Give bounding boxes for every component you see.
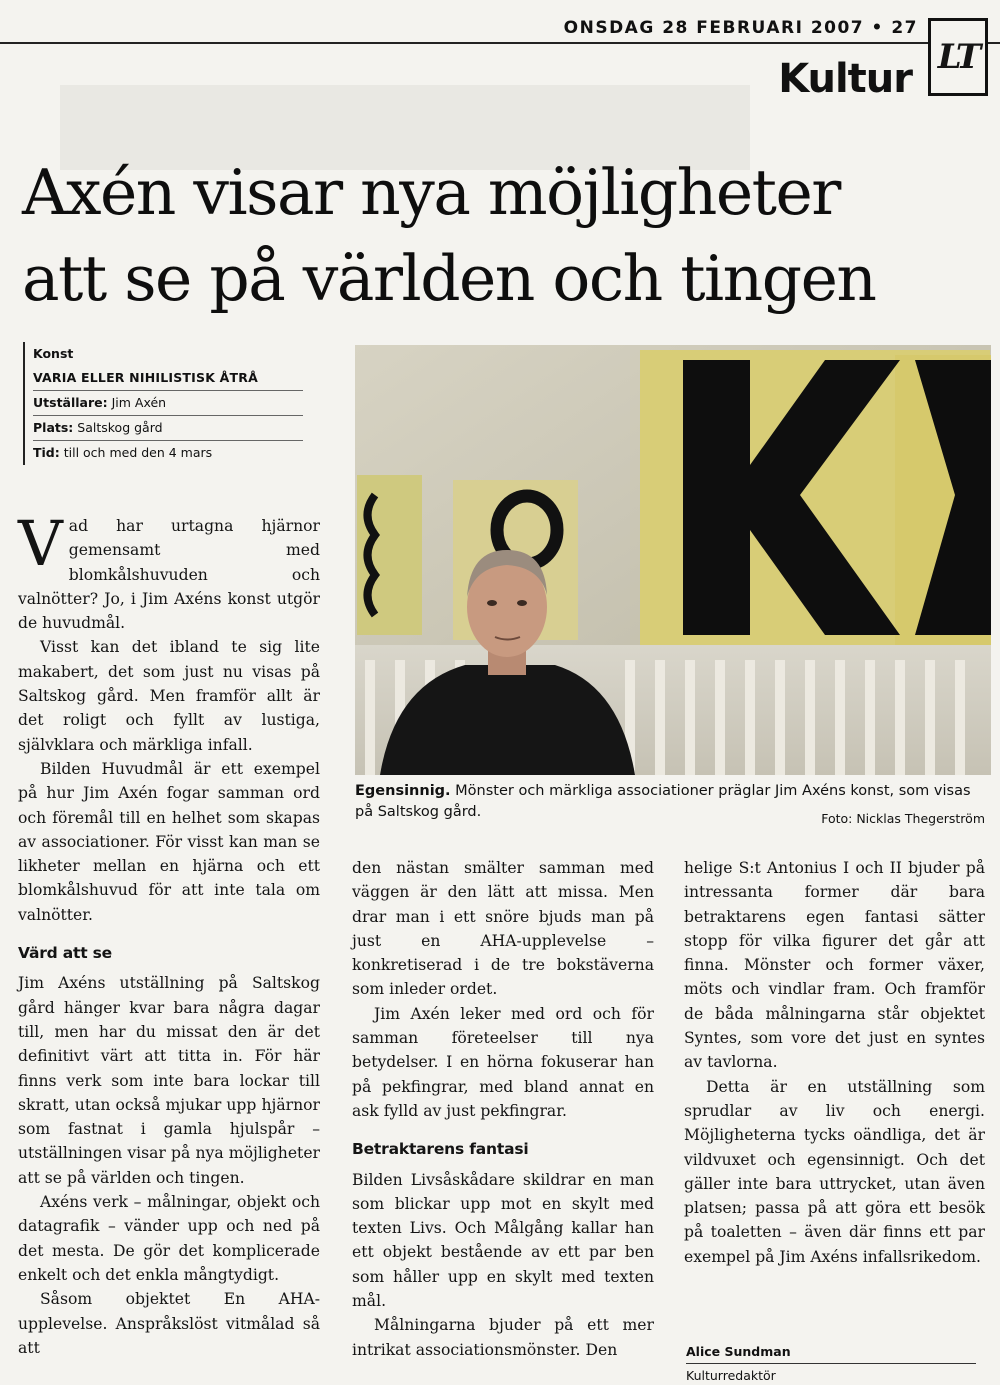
fact-time xyxy=(33,441,303,465)
paragraph xyxy=(18,507,320,635)
subheading: Betraktarens fantasi xyxy=(352,1140,529,1159)
paragraph: Målningarna bjuder på ett mer intrikat associationsmönster. Den xyxy=(352,1316,654,1359)
fact-time-label: Tid: xyxy=(33,445,60,460)
paragraph: Bilden Livsåskådare skildrar en man som blickar upp mot en skylt med texten Livs. Och Målgång kallar han ett objekt bestående av ett par ben som håller upp en skylt med texten mål. xyxy=(352,1170,654,1311)
headline xyxy=(22,150,992,322)
paragraph: den nästan smälter samman med väggen är den lätt att missa. Men drar man i ett snöre bjuds man på just en AHA-upplevelse – konkretiserad i de tre bokstäverna som inleder ordet. xyxy=(352,859,654,999)
drop-cap: V xyxy=(18,507,63,580)
photo-illustration xyxy=(355,345,991,775)
paragraph: Jim Axéns utställning på Saltskog gård hänger kvar bara några dagar till, men har du missat den är det definitivt värt att titta in. För här finns verk som inte bara lockar till skratt, utan också mjukar upp hjärnor som fastnat i gamla hjulspår – utställningen visar på nya möjligheter att se på världen och tingen. xyxy=(18,974,320,1187)
caption-text: Mönster och märkliga associationer präglar Jim Axéns konst, som visas på Saltskog gård. xyxy=(355,783,971,820)
caption-lead: Egensinnig. xyxy=(355,783,451,799)
headline-line-1: Axén visar nya möjligheter xyxy=(22,156,840,229)
paragraph-text: ad har urtagna hjärnor gemensamt med blomkålshuvuden och valnötter? Jo, i Jim Axéns konst utgör de huvudmål. xyxy=(18,517,320,633)
fact-title: VARIA ELLER NIHILISTISK ÅTRÅ xyxy=(33,366,303,391)
newspaper-logo xyxy=(928,18,988,96)
fact-time-value: till och med den 4 mars xyxy=(59,445,213,460)
fact-place-label: Plats: xyxy=(33,420,74,435)
author-role: Kulturredaktör xyxy=(686,1368,776,1383)
section-title: Kultur xyxy=(778,56,912,102)
article-column-2 xyxy=(352,856,654,1362)
paragraph: helige S:t Antonius I och II bjuder på intressanta former där bara betraktarens egen fantasi sätter stopp för vilka figurer det går att finna. Mönster och former växer, möts och vindlar fram. Och framför de båda målningarna står objektet Syntes, som vore det just en syntes av tavlorna. xyxy=(684,859,985,1072)
photo-credit: Foto: Nicklas Thegerström xyxy=(821,811,985,826)
paragraph: Bilden Huvudmål är ett exempel på hur Jim Axén fogar samman ord och föremål till en helhet som skapas av associationer. För visst kan man se likheter mellan en hjärna och ett blomkålshuvud för att inte tala om valnötter. xyxy=(18,759,320,924)
fact-place xyxy=(33,416,303,441)
paragraph: Visst kan det ibland te sig lite makabert, det som just nu visas på Saltskog gård. Men framför allt är det roligt och fyllt av lustiga, självklara och märkliga infall. xyxy=(18,638,320,754)
paragraph: Jim Axén leker med ord och för samman företeelser till nya betydelser. I en hörna fokuserar han på pekfingrar, med bland annat en ask fylld av just pekfingrar. xyxy=(352,1004,654,1120)
article-column-3 xyxy=(684,856,985,1269)
fact-box xyxy=(23,342,303,465)
fact-category: Konst xyxy=(33,346,74,361)
fact-exhibitor-value: Jim Axén xyxy=(107,395,167,410)
fact-place-value: Saltskog gård xyxy=(73,420,163,435)
header-rule xyxy=(0,42,1000,44)
article-photo xyxy=(355,345,991,775)
dateline: ONSDAG 28 FEBRUARI 2007 • 27 xyxy=(563,18,918,38)
headline-line-2: att se på världen och tingen xyxy=(22,242,876,315)
article-column-1 xyxy=(18,507,320,1360)
author-name: Alice Sundman xyxy=(686,1344,976,1364)
paragraph: Såsom objektet En AHA-upplevelse. Anspråkslöst vitmålad så att xyxy=(18,1290,320,1357)
subheading: Värd att se xyxy=(18,944,112,963)
paragraph: Detta är en utställning som sprudlar av liv och energi. Möjligheterna tycks oändliga, det är vildvuxet och egensinnigt. Och det gäller inte bara uttrycket, utan även platsen; passa på att göra ett besök på toaletten – även där finns ett par exempel på Jim Axéns infallsrikedom. xyxy=(684,1077,985,1266)
logo-text: LT xyxy=(937,37,979,77)
fact-exhibitor-label: Utställare: xyxy=(33,395,108,410)
byline xyxy=(686,1344,976,1383)
paragraph: Axéns verk – målningar, objekt och datagrafik – vänder upp och ned på det mesta. De gör det komplicerade enkelt och det enkla mångtydigt. xyxy=(18,1193,320,1284)
fact-exhibitor xyxy=(33,391,303,416)
